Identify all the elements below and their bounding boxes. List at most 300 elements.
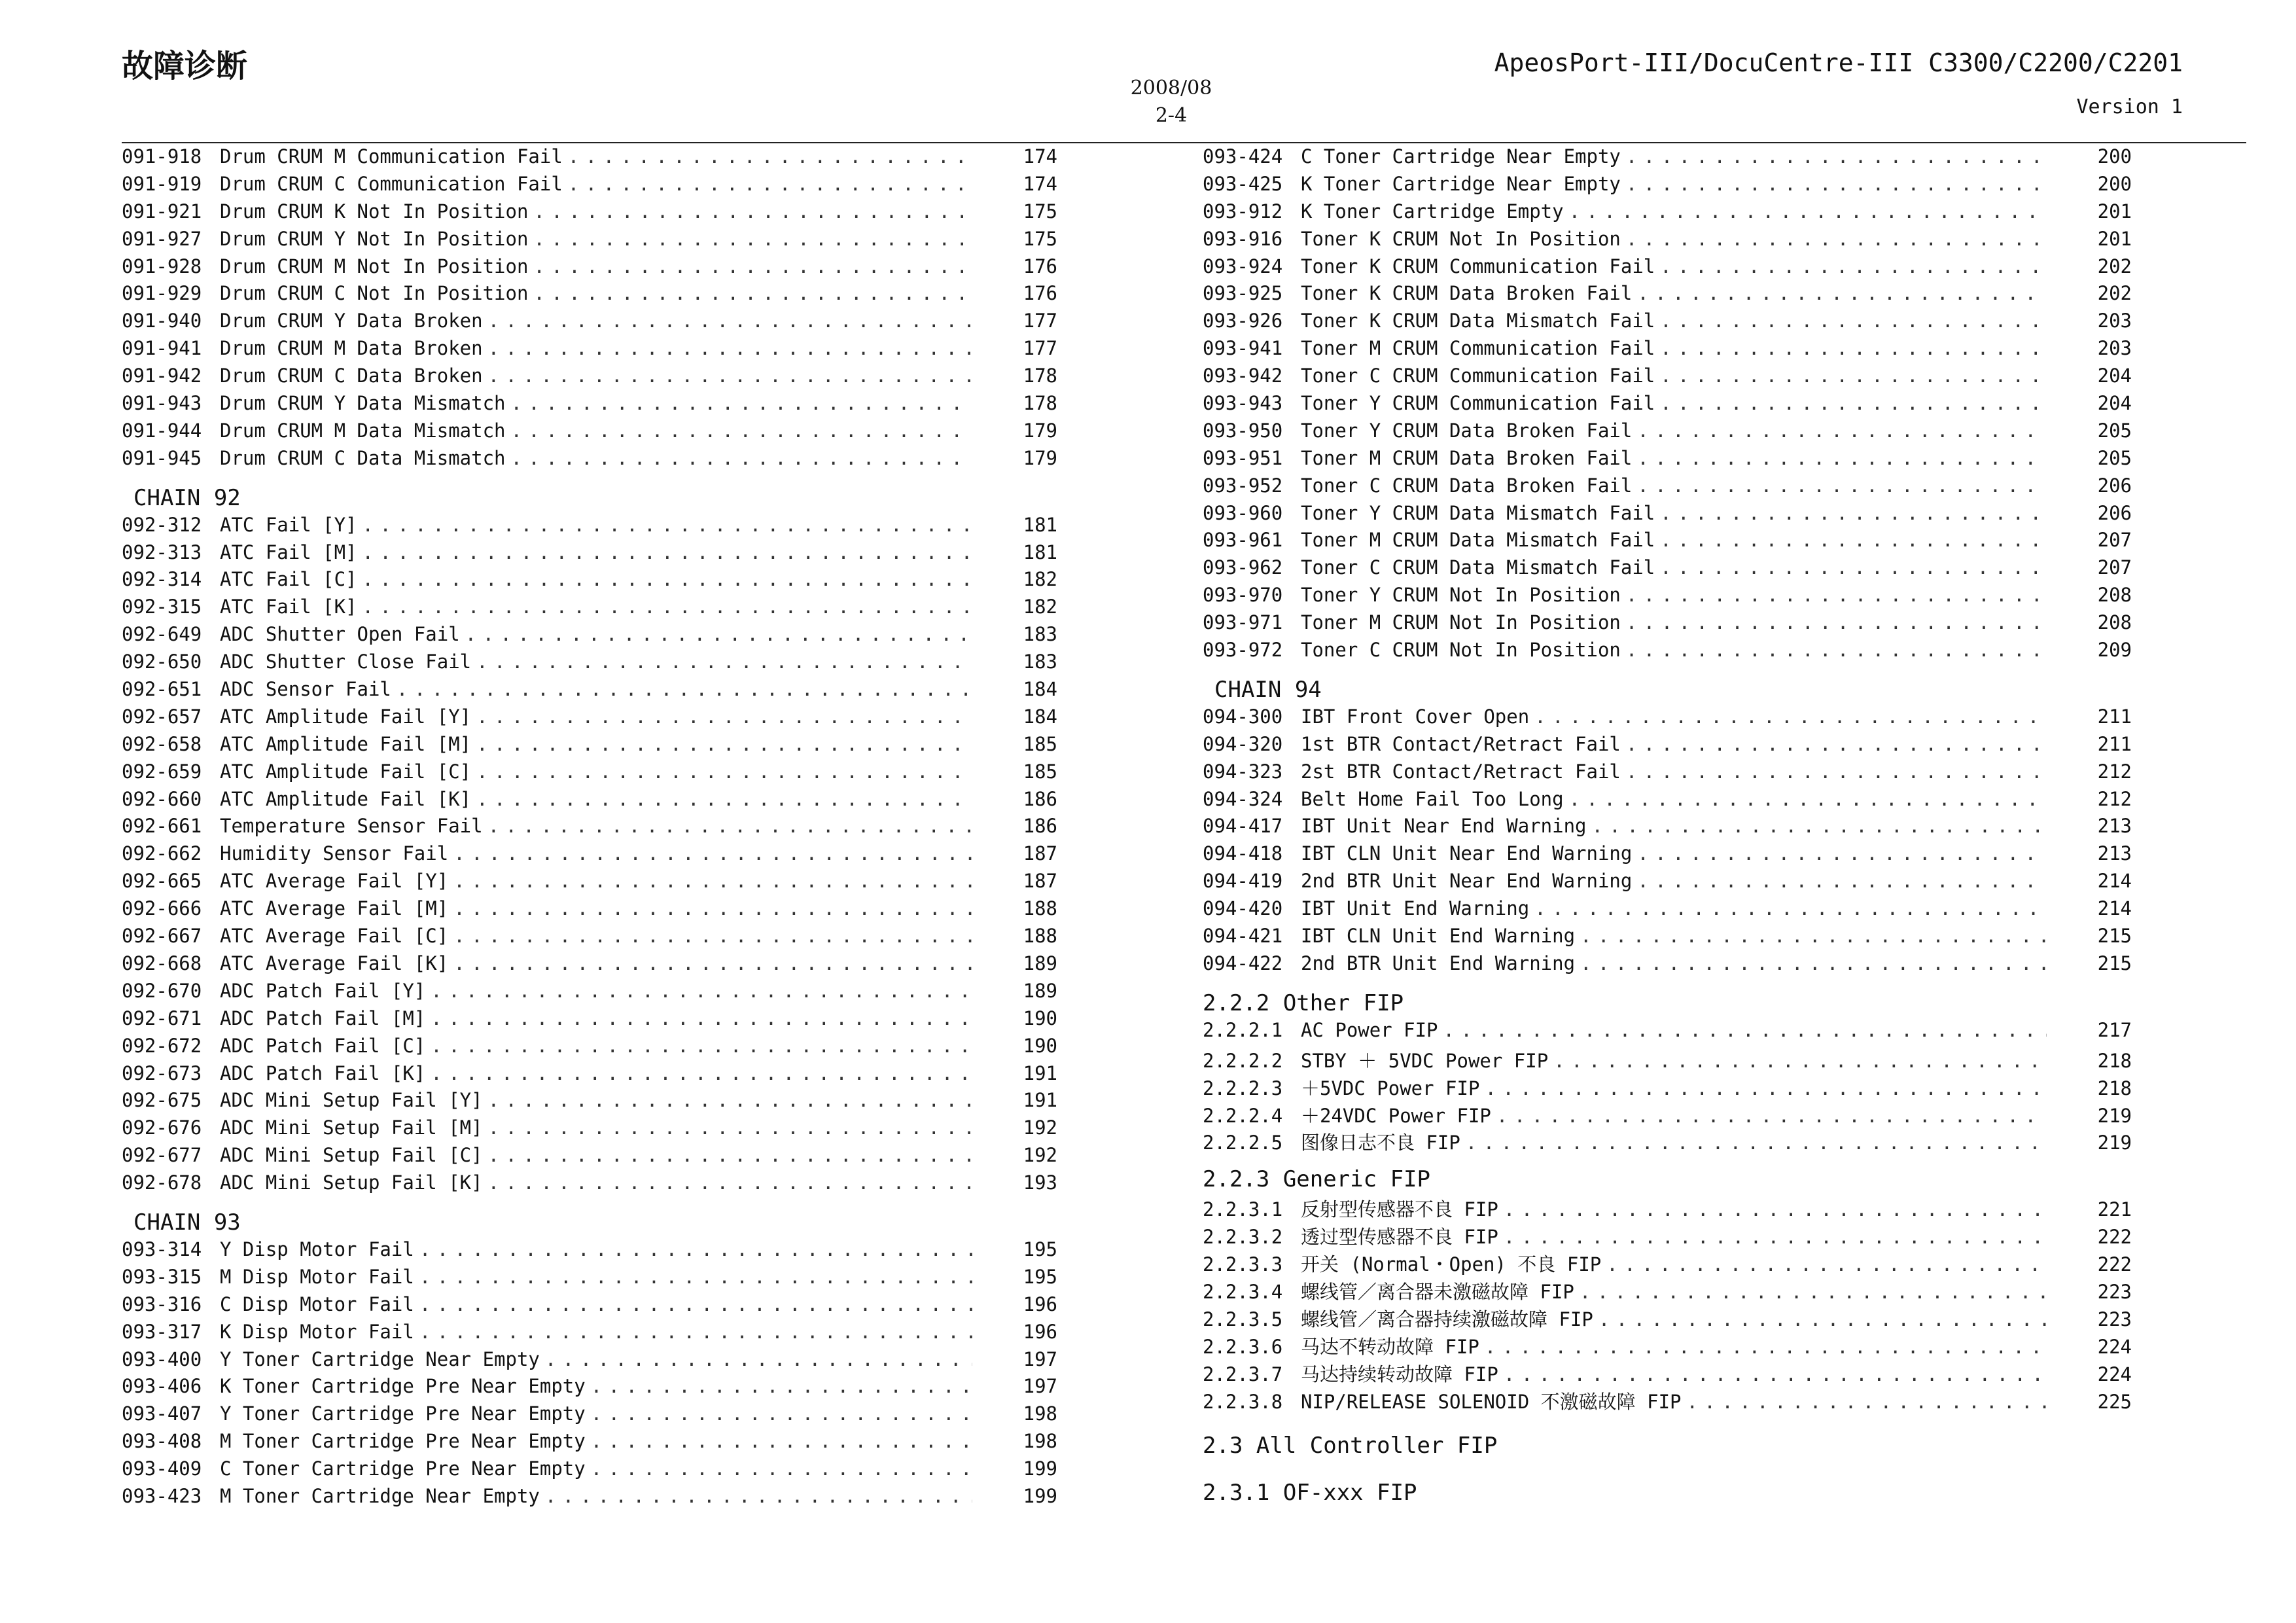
toc-dot-leader (1655, 529, 2047, 551)
toc-entry[interactable] (122, 419, 1067, 447)
toc-entry-title: M Toner Cartridge Near Empty (220, 1484, 540, 1507)
toc-entry-code: 091-927 (122, 227, 202, 250)
toc-entry[interactable] (1203, 733, 2142, 760)
toc-entry[interactable] (1203, 1387, 2142, 1415)
toc-entry-code: 094-324 (1203, 787, 1283, 810)
toc-entry[interactable] (122, 788, 1067, 815)
toc-entry-page: 195 (1023, 1238, 1057, 1260)
toc-entry-page: 182 (1023, 596, 1057, 618)
toc-entry-title: Drum CRUM Y Data Broken (220, 310, 483, 332)
toc-entry-page: 190 (1023, 1034, 1057, 1057)
toc-entry[interactable] (1203, 760, 2142, 788)
toc-entry-page: 208 (2097, 584, 2132, 607)
toc-entry-page: 215 (2097, 952, 2132, 974)
toc-dot-leader (357, 568, 972, 590)
toc-entry-title: ATC Average Fail [Y] (220, 870, 449, 893)
toc-entry-page: 186 (1023, 815, 1057, 838)
toc-entry[interactable] (122, 760, 1067, 788)
toc-entry[interactable] (122, 1430, 1067, 1457)
toc-entry[interactable] (1203, 815, 2142, 842)
toc-entry-page: 202 (2097, 255, 2132, 277)
toc-entry-code: 093-972 (1203, 639, 1283, 662)
toc-entry-page: 198 (1023, 1430, 1057, 1453)
toc-entry-code: 093-952 (1203, 474, 1283, 497)
toc-entry-title: 透过型传感器不良 FIP (1301, 1226, 1498, 1249)
toc-entry[interactable] (122, 447, 1067, 474)
toc-entry-code: 2.2.2.3 (1203, 1077, 1283, 1099)
toc-entry-title: K Toner Cartridge Near Empty (1301, 172, 1621, 195)
toc-dot-leader (1632, 474, 2047, 497)
toc-entry-page: 222 (2097, 1226, 2132, 1249)
toc-entry-page: 217 (2097, 1018, 2132, 1041)
toc-entry-title: Drum CRUM Y Not In Position (220, 227, 529, 250)
toc-entry[interactable] (122, 282, 1067, 310)
toc-entry-page: 199 (1023, 1457, 1057, 1480)
toc-dot-leader (414, 1321, 972, 1343)
toc-entry[interactable] (122, 1485, 1067, 1512)
toc-entry-title: IBT CLN Unit End Warning (1301, 925, 1576, 948)
toc-entry[interactable] (1203, 474, 2142, 502)
toc-entry-page: 211 (2097, 732, 2132, 755)
toc-entry-title: ADC Patch Fail [C] (220, 1034, 426, 1057)
toc-entry[interactable] (122, 1293, 1067, 1321)
header-section-title: 故障诊断 (122, 48, 248, 84)
toc-entry-title: ADC Patch Fail [M] (220, 1007, 426, 1029)
toc-dot-leader (1621, 145, 2047, 168)
toc-entry-page: 213 (2097, 842, 2132, 865)
toc-dot-leader (1621, 584, 2047, 606)
toc-dot-leader (483, 1144, 972, 1166)
toc-entry-title: Drum CRUM M Data Broken (220, 337, 483, 360)
toc-entry-title: Toner Y CRUM Data Mismatch Fail (1301, 501, 1655, 524)
toc-entry[interactable] (122, 897, 1067, 925)
toc-entry-code: 092-675 (122, 1089, 202, 1112)
toc-entry[interactable] (122, 815, 1067, 842)
toc-entry[interactable] (122, 568, 1067, 596)
toc-entry[interactable] (1203, 1305, 2142, 1332)
toc-entry-page: 186 (1023, 787, 1057, 810)
toc-dot-leader (414, 1238, 972, 1260)
toc-entry-page: 206 (2097, 501, 2132, 524)
toc-entry[interactable] (1203, 705, 2142, 733)
toc-entry-code: 094-320 (1203, 732, 1283, 755)
toc-entry-code: 2.2.3.3 (1203, 1253, 1283, 1276)
toc-entry-page: 221 (2097, 1198, 2132, 1221)
toc-entry[interactable] (1203, 1277, 2142, 1305)
toc-dot-leader (483, 337, 972, 359)
toc-entry-page: 218 (2097, 1077, 2132, 1099)
toc-entry-code: 094-418 (1203, 842, 1283, 865)
toc-entry[interactable] (1203, 310, 2142, 337)
toc-entry-title: Drum CRUM C Data Broken (220, 365, 483, 387)
toc-dot-leader (483, 1089, 972, 1111)
toc-entry-page: 188 (1023, 897, 1057, 920)
toc-entry-title: 1st BTR Contact/Retract Fail (1301, 732, 1621, 755)
toc-entry-code: 092-657 (122, 705, 202, 728)
toc-entry[interactable] (122, 1144, 1067, 1171)
toc-entry-page: 185 (1023, 732, 1057, 755)
toc-entry-code: 093-916 (1203, 227, 1283, 250)
toc-entry-title: Y Toner Cartridge Near Empty (220, 1347, 540, 1370)
toc-entry-code: 091-929 (122, 282, 202, 305)
toc-entry-page: 208 (2097, 611, 2132, 634)
toc-entry-title: Toner M CRUM Not In Position (1301, 611, 1621, 634)
header-model-name: ApeosPort-III/DocuCentre-III C3300/C2200/C2201 (1494, 48, 2183, 77)
toc-entry-title: IBT Front Cover Open (1301, 705, 1530, 728)
toc-entry-page: 176 (1023, 282, 1057, 305)
toc-dot-leader (528, 228, 972, 250)
toc-entry-page: 193 (1023, 1171, 1057, 1194)
toc-entry-title: ATC Fail [M] (220, 541, 357, 563)
toc-entry-page: 219 (2097, 1132, 2132, 1154)
toc-entry[interactable] (1203, 502, 2142, 529)
toc-entry-page: 211 (2097, 705, 2132, 728)
toc-entry-code: 091-919 (122, 172, 202, 195)
toc-entry[interactable] (1203, 200, 2142, 228)
toc-entry-title: ATC Fail [C] (220, 568, 357, 591)
toc-entry-page: 204 (2097, 392, 2132, 415)
toc-entry-title: 螺线管／离合器未激磁故障 FIP (1301, 1280, 1574, 1303)
toc-entry[interactable] (1203, 788, 2142, 815)
toc-entry-page: 176 (1023, 255, 1057, 277)
toc-entry[interactable] (122, 925, 1067, 952)
toc-dot-leader (1498, 1226, 2047, 1248)
toc-entry[interactable] (1203, 529, 2142, 556)
toc-entry-page: 214 (2097, 870, 2132, 893)
toc-entry-page: 205 (2097, 446, 2132, 469)
toc-entry-code: 093-912 (1203, 200, 1283, 223)
toc-entry-code: 092-315 (122, 596, 202, 618)
toc-entry[interactable] (122, 1375, 1067, 1402)
toc-entry[interactable] (122, 1457, 1067, 1485)
toc-entry-page: 182 (1023, 568, 1057, 591)
toc-entry-title: Drum CRUM C Communication Fail (220, 172, 563, 195)
toc-entry[interactable] (1203, 419, 2142, 447)
toc-entry[interactable] (122, 733, 1067, 760)
toc-entry[interactable] (122, 365, 1067, 392)
toc-entry[interactable] (122, 1238, 1067, 1266)
toc-entry[interactable] (1203, 584, 2142, 611)
toc-entry-title: 反射型传感器不良 FIP (1301, 1198, 1498, 1221)
toc-dot-leader (586, 1430, 972, 1452)
toc-entry[interactable] (122, 1402, 1067, 1430)
toc-entry-code: 094-300 (1203, 705, 1283, 728)
toc-dot-leader (506, 419, 973, 442)
toc-entry-title: ＋24VDC Power FIP (1301, 1104, 1491, 1127)
toc-entry-code: 093-408 (122, 1430, 202, 1453)
header-version: Version 1 (2076, 96, 2183, 118)
toc-entry[interactable] (1203, 145, 2142, 173)
toc-entry-page: 191 (1023, 1089, 1057, 1112)
toc-entry-title: Drum CRUM K Not In Position (220, 200, 529, 223)
toc-entry-page: 219 (2097, 1104, 2132, 1127)
toc-entry[interactable] (122, 145, 1067, 173)
toc-entry[interactable] (1203, 1074, 2142, 1101)
chain-92-heading: CHAIN 92 (133, 484, 241, 511)
toc-entry-code: 092-650 (122, 651, 202, 673)
toc-entry-page: 206 (2097, 474, 2132, 497)
toc-entry[interactable] (122, 623, 1067, 651)
toc-entry-code: 094-422 (1203, 952, 1283, 974)
toc-entry[interactable] (122, 541, 1067, 569)
toc-dot-leader (1498, 1198, 2047, 1221)
toc-dot-leader (1479, 1077, 2047, 1099)
toc-dot-leader (1621, 760, 2047, 783)
toc-entry-code: 092-672 (122, 1034, 202, 1057)
toc-entry-code: 091-942 (122, 365, 202, 387)
toc-entry-code: 092-662 (122, 842, 202, 865)
toc-entry-title: ATC Amplitude Fail [K] (220, 787, 472, 810)
toc-entry[interactable] (1203, 556, 2142, 584)
toc-entry[interactable] (122, 200, 1067, 228)
toc-entry[interactable] (1203, 897, 2142, 925)
toc-entry-title: ATC Fail [Y] (220, 513, 357, 536)
toc-entry-title: Toner K CRUM Data Mismatch Fail (1301, 310, 1655, 332)
chain-93-heading: CHAIN 93 (133, 1209, 241, 1236)
toc-dot-leader (471, 760, 972, 783)
toc-entry[interactable] (1203, 1360, 2142, 1387)
toc-entry-title: Drum CRUM C Not In Position (220, 282, 529, 305)
toc-entry-title: ATC Average Fail [K] (220, 952, 449, 974)
toc-dot-leader (425, 1035, 972, 1057)
toc-entry-title: K Toner Cartridge Pre Near Empty (220, 1375, 586, 1398)
toc-entry-code: 091-940 (122, 310, 202, 332)
toc-entry[interactable] (1203, 392, 2142, 419)
toc-dot-leader (448, 925, 972, 947)
toc-entry[interactable] (122, 1062, 1067, 1090)
toc-entry-page: 202 (2097, 282, 2132, 305)
toc-entry[interactable] (1203, 1046, 2142, 1074)
toc-dot-leader (483, 815, 972, 837)
toc-entry-code: 093-315 (122, 1265, 202, 1288)
toc-entry[interactable] (122, 980, 1067, 1007)
toc-entry[interactable] (122, 514, 1067, 541)
toc-entry-code: 091-928 (122, 255, 202, 277)
toc-dot-leader (563, 145, 972, 168)
toc-entry[interactable] (122, 870, 1067, 897)
toc-entry[interactable] (1203, 365, 2142, 392)
toc-entry-page: 174 (1023, 172, 1057, 195)
toc-dot-leader (471, 651, 972, 673)
toc-entry[interactable] (1203, 1250, 2142, 1277)
toc-dot-leader (528, 200, 972, 223)
toc-entry-code: 2.2.3.5 (1203, 1308, 1283, 1330)
toc-entry-code: 092-312 (122, 513, 202, 536)
toc-dot-leader (1682, 1391, 2047, 1413)
toc-entry[interactable] (1203, 952, 2142, 980)
toc-dot-leader (448, 870, 972, 892)
toc-entry[interactable] (122, 1089, 1067, 1116)
toc-entry[interactable] (1203, 842, 2142, 870)
toc-entry-title: 马达持续转动故障 FIP (1301, 1363, 1498, 1385)
toc-entry[interactable] (1203, 1195, 2142, 1222)
toc-entry-code: 093-926 (1203, 310, 1283, 332)
toc-entry-title: 螺线管／离合器持续激磁故障 FIP (1301, 1308, 1593, 1330)
toc-entry-page: 223 (2097, 1280, 2132, 1303)
toc-entry-code: 091-941 (122, 337, 202, 360)
toc-entry[interactable] (1203, 282, 2142, 310)
toc-dot-leader (414, 1266, 972, 1288)
toc-entry[interactable] (122, 392, 1067, 419)
toc-entry-page: 179 (1023, 446, 1057, 469)
toc-entry-code: 093-960 (1203, 501, 1283, 524)
toc-entry-code: 091-943 (122, 392, 202, 415)
toc-entry-page: 184 (1023, 678, 1057, 701)
toc-dot-leader (1655, 310, 2047, 332)
toc-entry-title: Toner K CRUM Not In Position (1301, 227, 1621, 250)
toc-entry-code: 2.2.3.7 (1203, 1363, 1283, 1385)
chain-94-heading: CHAIN 94 (1214, 676, 1322, 703)
toc-entry-title: Temperature Sensor Fail (220, 815, 483, 838)
toc-entry-code: 094-419 (1203, 870, 1283, 893)
toc-entry-title: ATC Amplitude Fail [M] (220, 732, 472, 755)
toc-entry-title: ADC Mini Setup Fail [M] (220, 1116, 483, 1139)
toc-entry[interactable] (1203, 925, 2142, 952)
toc-entry-title: NIP/RELEASE SOLENOID 不激磁故障 FIP (1301, 1390, 1682, 1413)
toc-entry-page: 197 (1023, 1347, 1057, 1370)
toc-entry[interactable] (122, 1007, 1067, 1035)
toc-entry[interactable] (122, 255, 1067, 283)
toc-entry[interactable] (122, 173, 1067, 200)
toc-entry[interactable] (1203, 1222, 2142, 1250)
toc-entry[interactable] (1203, 639, 2142, 666)
toc-entry-page: 184 (1023, 705, 1057, 728)
toc-dot-leader (425, 1062, 972, 1084)
toc-dot-leader (471, 733, 972, 755)
toc-entry-code: 093-423 (122, 1484, 202, 1507)
toc-entry-title: Y Toner Cartridge Pre Near Empty (220, 1402, 586, 1425)
toc-entry-code: 093-409 (122, 1457, 202, 1480)
toc-entry-code: 093-943 (1203, 392, 1283, 415)
toc-entry[interactable] (122, 651, 1067, 678)
toc-entry[interactable] (122, 842, 1067, 870)
toc-entry-page: 203 (2097, 310, 2132, 332)
toc-entry[interactable] (1203, 255, 2142, 283)
toc-entry[interactable] (1203, 173, 2142, 200)
toc-entry[interactable] (122, 678, 1067, 705)
toc-dot-leader (1593, 1308, 2047, 1330)
toc-dot-leader (540, 1348, 972, 1370)
toc-entry-page: 205 (2097, 419, 2132, 442)
toc-entry[interactable] (1203, 870, 2142, 897)
toc-entry-title: Toner K CRUM Communication Fail (1301, 255, 1655, 277)
toc-dot-leader (1632, 842, 2047, 865)
toc-entry-title: STBY ＋ 5VDC Power FIP (1301, 1049, 1549, 1072)
toc-dot-leader (1632, 419, 2047, 442)
toc-entry-code: 092-670 (122, 979, 202, 1002)
toc-entry[interactable] (1203, 1332, 2142, 1360)
toc-dot-leader (357, 514, 972, 536)
toc-entry[interactable] (122, 310, 1067, 337)
toc-entry-code: 092-668 (122, 952, 202, 974)
toc-entry-title: ADC Patch Fail [K] (220, 1061, 426, 1084)
toc-dot-leader (506, 447, 973, 469)
header-date: 2008/08 (1130, 77, 1212, 99)
toc-entry-page: 188 (1023, 925, 1057, 948)
toc-dot-leader (1632, 870, 2047, 892)
toc-dot-leader (483, 365, 972, 387)
toc-entry-title: ADC Mini Setup Fail [C] (220, 1144, 483, 1167)
toc-entry[interactable] (122, 1266, 1067, 1293)
toc-dot-leader (471, 705, 972, 728)
toc-entry-code: 094-421 (1203, 925, 1283, 948)
toc-dot-leader (357, 596, 972, 618)
toc-entry-page: 197 (1023, 1375, 1057, 1398)
toc-dot-leader (540, 1485, 972, 1507)
toc-dot-leader (425, 1007, 972, 1029)
toc-entry-title: 2nd BTR Unit End Warning (1301, 952, 1576, 974)
toc-dot-leader (1498, 1363, 2047, 1385)
toc-entry-page: 174 (1023, 145, 1057, 168)
toc-dot-leader (1621, 733, 2047, 755)
of-xxx-fip-heading: 2.3.1 OF-xxx FIP (1203, 1480, 1417, 1507)
toc-dot-leader (528, 255, 972, 277)
toc-entry[interactable] (1203, 337, 2142, 365)
toc-entry-page: 181 (1023, 513, 1057, 536)
toc-dot-leader (1621, 228, 2047, 250)
toc-entry-title: Toner M CRUM Communication Fail (1301, 337, 1655, 360)
toc-dot-leader (1574, 1281, 2047, 1303)
toc-entry[interactable] (122, 337, 1067, 365)
toc-entry[interactable] (1203, 611, 2142, 639)
toc-entry[interactable] (1203, 228, 2142, 255)
toc-entry[interactable] (122, 228, 1067, 255)
toc-dot-leader (1621, 611, 2047, 633)
toc-entry[interactable] (1203, 1128, 2142, 1156)
toc-entry-code: 093-407 (122, 1402, 202, 1425)
toc-entry-page: 175 (1023, 227, 1057, 250)
toc-entry-code: 092-651 (122, 678, 202, 701)
toc-entry-title: Toner C CRUM Not In Position (1301, 639, 1621, 662)
toc-entry[interactable] (122, 596, 1067, 623)
toc-dot-leader (448, 897, 972, 919)
toc-entry-title: IBT Unit Near End Warning (1301, 815, 1587, 838)
toc-entry[interactable] (122, 952, 1067, 980)
toc-entry-code: 092-659 (122, 760, 202, 783)
toc-entry-code: 093-962 (1203, 556, 1283, 579)
toc-entry-page: 183 (1023, 623, 1057, 646)
toc-entry[interactable] (122, 1348, 1067, 1376)
toc-entry[interactable] (122, 1116, 1067, 1144)
toc-entry-title: ATC Amplitude Fail [Y] (220, 705, 472, 728)
toc-dot-leader (1632, 447, 2047, 469)
toc-entry-code: 2.2.3.8 (1203, 1390, 1283, 1413)
toc-entry-title: Drum CRUM M Not In Position (220, 255, 529, 277)
toc-entry-title: Drum CRUM C Data Mismatch (220, 446, 506, 469)
toc-entry-page: 190 (1023, 1007, 1057, 1029)
toc-dot-leader (1587, 815, 2047, 837)
toc-entry[interactable] (1203, 1101, 2142, 1129)
toc-entry-page: 183 (1023, 651, 1057, 673)
toc-entry[interactable] (122, 1171, 1067, 1199)
toc-entry[interactable] (122, 1321, 1067, 1348)
toc-dot-leader (483, 310, 972, 332)
toc-entry-page: 201 (2097, 227, 2132, 250)
toc-entry[interactable] (122, 705, 1067, 733)
toc-dot-leader (1479, 1336, 2047, 1358)
toc-dot-leader (1529, 705, 2047, 728)
toc-entry-page: 196 (1023, 1293, 1057, 1315)
toc-entry-title: ADC Mini Setup Fail [K] (220, 1171, 483, 1194)
toc-entry[interactable] (122, 1035, 1067, 1062)
toc-entry-title: Toner C CRUM Communication Fail (1301, 365, 1655, 387)
toc-entry[interactable] (1203, 1019, 2142, 1046)
toc-entry[interactable] (1203, 447, 2142, 474)
toc-entry-code: 093-925 (1203, 282, 1283, 305)
toc-entry-title: Toner Y CRUM Data Broken Fail (1301, 419, 1633, 442)
toc-entry-title: Y Disp Motor Fail (220, 1238, 414, 1260)
toc-entry-code: 2.2.3.1 (1203, 1198, 1283, 1221)
